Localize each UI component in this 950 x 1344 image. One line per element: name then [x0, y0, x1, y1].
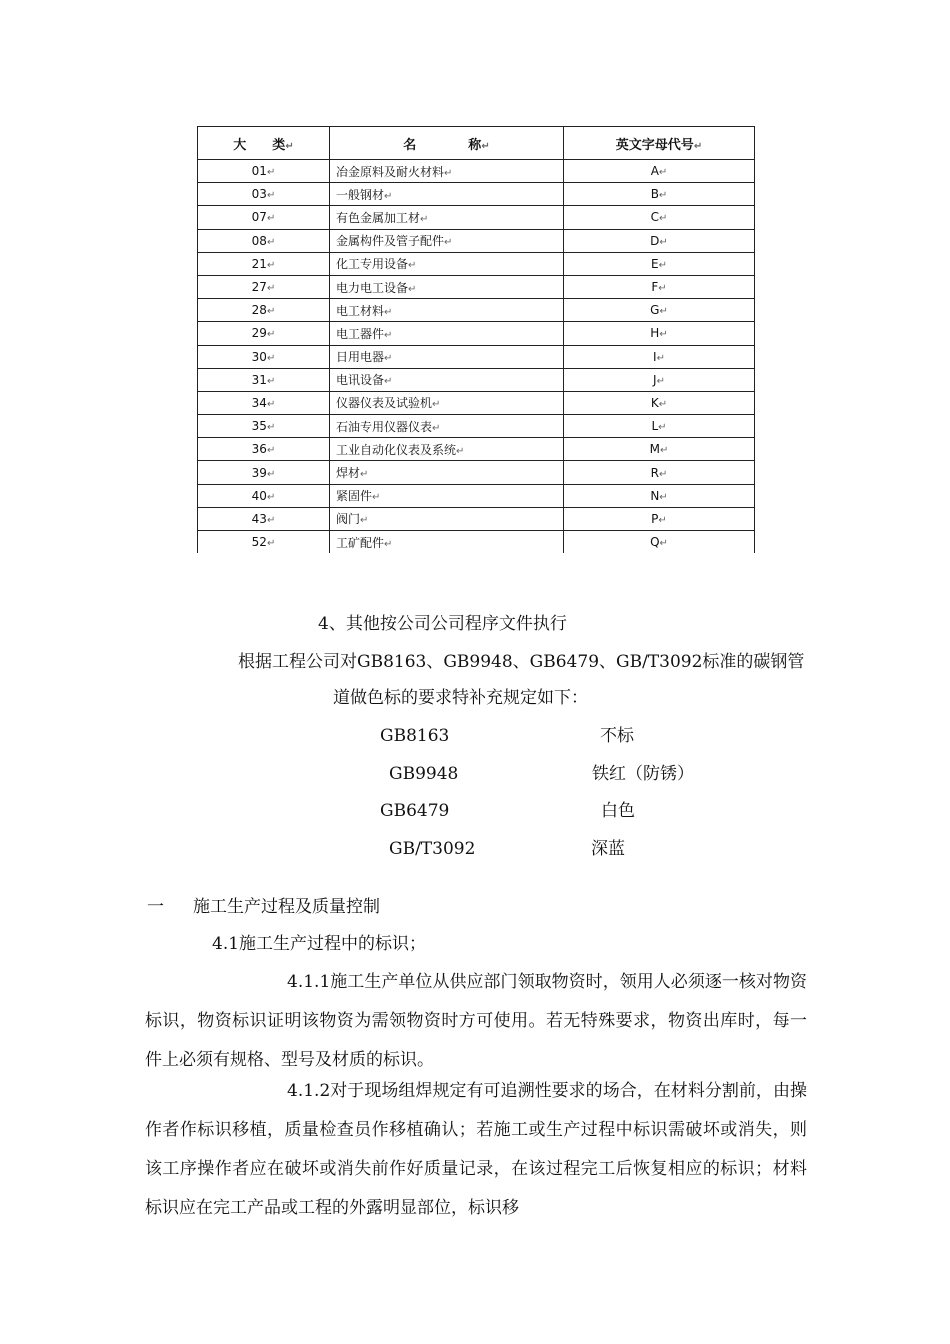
cell-text: 电工材料 [336, 303, 385, 318]
cell-text: 43 [251, 511, 267, 526]
standard-label: GB/T3092 [389, 839, 476, 859]
cell-text: 28 [251, 303, 267, 318]
color-label: 白色 [601, 801, 635, 821]
category-code-cell: 31↵ [198, 368, 330, 391]
cell-text: G [650, 303, 660, 318]
cell-text: 电讯设备 [336, 373, 385, 388]
letter-code-cell: K↵ [564, 391, 755, 414]
material-name-cell: 冶金原料及耐火材料↵ [330, 160, 564, 183]
material-name-cell: 电力电工设备↵ [330, 275, 564, 298]
paragraph-text: 4.1.1施工生产单位从供应部门领取物资时，领用人必须逐一核对物资标识，物资标识证明该物资为需领物资时方可使用。若无特殊要求，物资出库时，每一件上必须有规格、型号及材质的标识。 [145, 972, 807, 1070]
cell-text: 35 [251, 419, 267, 434]
intro-line-2: 道做色标的要求特补充规定如下： [333, 688, 588, 708]
category-code-cell: 03↵ [198, 183, 330, 206]
cell-text: 有色金属加工材 [336, 210, 421, 225]
category-code-cell: 01↵ [198, 160, 330, 183]
material-name-cell: 电讯设备↵ [330, 368, 564, 391]
paragraph-text: 4.1.2对于现场组焊规定有可追溯性要求的场合，在材料分割前，由操作者作标识移植，质量检查员作移植确认；若施工或生产过程中标识需破坏或消失，则该工序操作者应在破坏或消失前作好质量记录，在该过程完工后恢复相应的标识；材料标识应在完工产品或工程的外露明显部位，标识移 [145, 1081, 807, 1218]
category-code-cell: 07↵ [198, 206, 330, 229]
table-row [198, 275, 755, 298]
letter-code-cell: E↵ [564, 252, 755, 275]
cell-text: C [650, 210, 659, 225]
letter-code-cell: Q↵ [564, 531, 755, 554]
letter-code-cell: H↵ [564, 322, 755, 345]
category-code-cell: 08↵ [198, 229, 330, 252]
category-code-cell: 43↵ [198, 507, 330, 530]
table-row [198, 160, 755, 183]
letter-code-cell: F↵ [564, 275, 755, 298]
cell-text: 阀门 [336, 512, 361, 527]
category-code-cell: 52↵ [198, 531, 330, 554]
cell-text: 01 [251, 164, 267, 179]
table-row [198, 206, 755, 229]
letter-code-cell: P↵ [564, 507, 755, 530]
letter-code-cell: A↵ [564, 160, 755, 183]
table-row [198, 461, 755, 484]
cell-text: 29 [251, 326, 267, 341]
table-row [198, 484, 755, 507]
sub-heading: 4.1施工生产过程中的标识； [212, 934, 427, 954]
material-name-cell: 仪器仪表及试验机↵ [330, 391, 564, 414]
item-4-text: 4、其他按公司公司程序文件执行 [318, 614, 567, 634]
table-row [198, 345, 755, 368]
cell-text: M [649, 442, 660, 457]
cell-text: 电工器件 [336, 326, 385, 341]
cell-text: 焊材 [336, 466, 361, 481]
table-row [198, 531, 755, 554]
material-name-cell: 有色金属加工材↵ [330, 206, 564, 229]
table-row [198, 391, 755, 414]
cell-text: P [651, 511, 659, 526]
paragraph-4-1-1 [145, 963, 807, 1080]
letter-code-cell: M↵ [564, 438, 755, 461]
cell-text: K [650, 395, 659, 410]
header-letter-code: 英文字母代号↵ [564, 127, 755, 160]
intro-line-1: 根据工程公司对GB8163、GB9948、GB6479、GB/T3092标准的碳钢管 [238, 652, 805, 672]
letter-code-cell: L↵ [564, 415, 755, 438]
material-name-cell: 电工材料↵ [330, 299, 564, 322]
material-name-cell: 日用电器↵ [330, 345, 564, 368]
cell-text: 紧固件 [336, 489, 373, 504]
cell-text: 工矿配件 [336, 535, 385, 550]
category-code-cell: 34↵ [198, 391, 330, 414]
cell-text: A [650, 164, 659, 179]
cell-text: B [650, 187, 659, 202]
category-code-cell: 21↵ [198, 252, 330, 275]
standard-label: GB8163 [380, 726, 450, 746]
cell-text: 27 [251, 280, 267, 295]
material-category-table [197, 126, 755, 553]
table-header-row [198, 127, 755, 160]
material-name-cell: 石油专用仪器仪表↵ [330, 415, 564, 438]
material-name-cell: 工矿配件↵ [330, 531, 564, 554]
section-title: 施工生产过程及质量控制 [193, 897, 380, 917]
cell-text: 仪器仪表及试验机 [336, 396, 433, 411]
letter-code-cell: N↵ [564, 484, 755, 507]
material-name-cell: 工业自动化仪表及系统↵ [330, 438, 564, 461]
category-code-cell: 36↵ [198, 438, 330, 461]
cell-text: 电力电工设备 [336, 280, 409, 295]
category-code-cell: 35↵ [198, 415, 330, 438]
cell-text: 金属构件及管子配件 [336, 234, 445, 249]
letter-code-cell: I↵ [564, 345, 755, 368]
section-number: 一 [147, 897, 164, 917]
material-name-cell: 一般钢材↵ [330, 183, 564, 206]
material-name-cell: 金属构件及管子配件↵ [330, 229, 564, 252]
table-row [198, 415, 755, 438]
header-name: 名 称↵ [330, 127, 564, 160]
category-code-cell: 30↵ [198, 345, 330, 368]
table-row [198, 507, 755, 530]
letter-code-cell: J↵ [564, 368, 755, 391]
color-label: 不标 [600, 726, 634, 746]
cell-text: 07 [251, 210, 267, 225]
table-row [198, 183, 755, 206]
material-name-cell: 焊材↵ [330, 461, 564, 484]
category-code-cell: 27↵ [198, 275, 330, 298]
cell-text: 52 [251, 535, 267, 550]
material-name-cell: 紧固件↵ [330, 484, 564, 507]
letter-code-cell: C↵ [564, 206, 755, 229]
cell-text: H [650, 326, 660, 341]
cell-text: 21 [251, 256, 267, 271]
table-body [198, 160, 755, 554]
cell-text: J [653, 372, 657, 387]
table-row [198, 229, 755, 252]
table-row [198, 368, 755, 391]
header-category: 大 类↵ [198, 127, 330, 160]
table-row [198, 322, 755, 345]
category-code-cell: 39↵ [198, 461, 330, 484]
table-row [198, 252, 755, 275]
cell-text: 30 [251, 349, 267, 364]
letter-code-cell: G↵ [564, 299, 755, 322]
cell-text: I [653, 349, 657, 364]
standard-label: GB9948 [389, 764, 459, 784]
category-code-cell: 28↵ [198, 299, 330, 322]
cell-text: 40 [251, 488, 267, 503]
cell-text: 03 [251, 187, 267, 202]
letter-code-cell: D↵ [564, 229, 755, 252]
material-name-cell: 电工器件↵ [330, 322, 564, 345]
paragraph-4-1-2 [145, 1072, 807, 1228]
cell-text: N [650, 488, 660, 503]
cell-text: 一般钢材 [336, 187, 385, 202]
cell-text: 39 [251, 465, 267, 480]
letter-code-cell: B↵ [564, 183, 755, 206]
standard-label: GB6479 [380, 801, 450, 821]
material-name-cell: 化工专用设备↵ [330, 252, 564, 275]
cell-text: F [651, 280, 659, 295]
cell-text: Q [650, 535, 660, 550]
cell-text: 冶金原料及耐火材料 [336, 164, 445, 179]
cell-text: R [650, 465, 659, 480]
letter-code-cell: R↵ [564, 461, 755, 484]
cell-text: 日用电器 [336, 350, 385, 365]
cell-text: 08 [251, 233, 267, 248]
cell-text: 34 [251, 395, 267, 410]
table-row [198, 438, 755, 461]
cell-text: D [650, 233, 660, 248]
color-label: 深蓝 [591, 839, 625, 859]
cell-text: L [651, 419, 659, 434]
material-name-cell: 阀门↵ [330, 507, 564, 530]
color-label: 铁红（防锈） [592, 764, 694, 784]
cell-text: 31 [251, 372, 267, 387]
category-code-cell: 40↵ [198, 484, 330, 507]
cell-text: 化工专用设备 [336, 257, 409, 272]
category-code-cell: 29↵ [198, 322, 330, 345]
cell-text: 石油专用仪器仪表 [336, 419, 433, 434]
cell-text: 工业自动化仪表及系统 [336, 442, 457, 457]
cell-text: 36 [251, 442, 267, 457]
cell-text: E [651, 256, 659, 271]
table-row [198, 299, 755, 322]
